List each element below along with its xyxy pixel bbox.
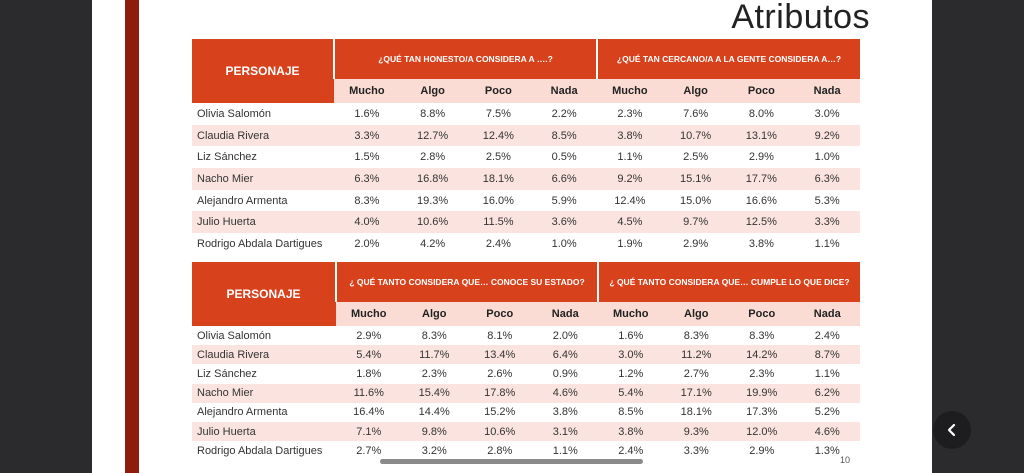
subheader-cell: Poco [729, 79, 795, 103]
percentage-cell: 17.7% [729, 168, 795, 190]
percentage-cell: 0.5% [551, 151, 577, 164]
percentage-cell: 2.4% [618, 444, 644, 457]
table-row [192, 403, 860, 422]
subheader-cell: Mucho [336, 302, 402, 326]
percentage-cell: 7.1% [336, 422, 402, 441]
percentage-cell: 5.2% [814, 406, 840, 419]
percentage-cell: 2.9% [683, 237, 709, 250]
percentage-cell: 3.2% [421, 444, 447, 457]
percentage-cell: 9.3% [664, 422, 730, 441]
percentage-cell: 4.6% [795, 422, 861, 441]
percentage-cell: 2.3% [421, 367, 447, 380]
subheader-cell: Algo [402, 302, 468, 326]
percentage-cell: 8.3% [421, 329, 447, 342]
table-row [192, 345, 860, 364]
percentage-cell: 3.3% [334, 125, 400, 147]
percentage-cell: 2.3% [617, 107, 643, 120]
percentage-cell: 6.3% [794, 168, 860, 190]
percentage-cell: 11.7% [402, 345, 468, 364]
percentage-cell: 1.1% [814, 367, 840, 380]
percentage-cell: 1.5% [354, 151, 380, 164]
percentage-cell: 1.1% [552, 444, 578, 457]
back-button[interactable] [933, 411, 971, 449]
percentage-cell: 3.8% [597, 125, 663, 147]
percentage-cell: 1.2% [618, 367, 644, 380]
percentage-cell: 3.3% [794, 211, 860, 233]
percentage-cell: 3.0% [814, 107, 840, 120]
personaje-name: Rodrigo Abdala Dartigues [197, 237, 323, 250]
group-header-honesty: ¿QUÉ TAN HONESTO/A CONSIDERA A ….? [334, 39, 597, 79]
table-row [192, 441, 860, 460]
percentage-cell: 1.6% [354, 107, 380, 120]
percentage-cell: 3.1% [533, 422, 599, 441]
page-number: 10 [839, 455, 850, 465]
group-header-knowledge: ¿ QUÉ TANTO CONSIDERA QUE… CONOCE SU ESTADO? [336, 262, 598, 302]
personaje-name: Claudia Rivera [192, 125, 334, 147]
subheader-cell: Algo [400, 79, 466, 103]
percentage-cell: 2.5% [683, 151, 709, 164]
personaje-name: Liz Sánchez [197, 367, 257, 380]
horizontal-scrollbar[interactable] [380, 459, 643, 464]
percentage-cell: 13.1% [729, 125, 795, 147]
table-row [192, 384, 860, 403]
percentage-cell: 7.5% [485, 107, 511, 120]
percentage-cell: 8.3% [354, 194, 380, 207]
percentage-cell: 8.3% [749, 329, 775, 342]
percentage-cell: 16.0% [482, 194, 514, 207]
percentage-cell: 1.1% [617, 151, 643, 164]
percentage-cell: 9.2% [597, 168, 663, 190]
percentage-cell: 2.3% [749, 367, 775, 380]
percentage-cell: 2.9% [356, 329, 382, 342]
col-personaje-header: PERSONAJE [192, 39, 334, 103]
subheader-cell: Poco [467, 302, 533, 326]
percentage-cell: 4.0% [334, 211, 400, 233]
table-row [192, 233, 860, 255]
percentage-cell: 0.9% [552, 367, 578, 380]
percentage-cell: 3.3% [683, 444, 709, 457]
percentage-cell: 1.6% [618, 329, 644, 342]
percentage-cell: 8.3% [683, 329, 709, 342]
percentage-cell: 2.9% [749, 444, 775, 457]
percentage-cell: 19.9% [729, 384, 795, 403]
percentage-cell: 1.0% [814, 151, 840, 164]
accent-bar [125, 0, 139, 473]
personaje-name: Alejandro Armenta [197, 194, 288, 207]
table-row [192, 146, 860, 168]
percentage-cell: 7.6% [683, 107, 709, 120]
percentage-cell: 9.7% [663, 211, 729, 233]
percentage-cell: 16.4% [353, 406, 385, 419]
personaje-name: Claudia Rivera [192, 345, 336, 364]
personaje-name: Olivia Salomón [197, 329, 271, 342]
chevron-left-icon [945, 423, 959, 437]
percentage-cell: 3.8% [598, 422, 664, 441]
percentage-cell: 8.5% [531, 125, 597, 147]
percentage-cell: 17.1% [664, 384, 730, 403]
percentage-cell: 17.3% [746, 406, 778, 419]
subheader-cell: Mucho [598, 302, 664, 326]
personaje-name: Julio Huerta [192, 211, 334, 233]
percentage-cell: 3.8% [748, 237, 774, 250]
percentage-cell: 1.1% [814, 237, 840, 250]
percentage-cell: 2.7% [356, 444, 382, 457]
percentage-cell: 19.3% [417, 194, 449, 207]
percentage-cell: 3.6% [531, 211, 597, 233]
percentage-cell: 2.4% [485, 237, 511, 250]
percentage-cell: 6.4% [533, 345, 599, 364]
percentage-cell: 14.4% [418, 406, 450, 419]
percentage-cell: 2.2% [551, 107, 577, 120]
personaje-name: Alejandro Armenta [197, 406, 288, 419]
percentage-cell: 3.8% [552, 406, 578, 419]
personaje-name: Rodrigo Abdala Dartigues [197, 444, 323, 457]
percentage-cell: 9.2% [794, 125, 860, 147]
subheader-cell: Nada [531, 79, 597, 103]
percentage-cell: 4.6% [533, 384, 599, 403]
percentage-cell: 5.9% [551, 194, 577, 207]
percentage-cell: 2.9% [748, 151, 774, 164]
percentage-cell: 5.3% [814, 194, 840, 207]
percentage-cell: 11.2% [664, 345, 730, 364]
percentage-cell: 4.5% [597, 211, 663, 233]
subheader-cell: Nada [795, 302, 861, 326]
percentage-cell: 16.6% [745, 194, 777, 207]
personaje-name: Liz Sánchez [197, 151, 257, 164]
percentage-cell: 11.6% [336, 384, 402, 403]
subheader-cell: Nada [794, 79, 860, 103]
table-row [192, 364, 860, 383]
subheader-cell: Mucho [597, 79, 663, 103]
percentage-cell: 2.8% [487, 444, 513, 457]
percentage-cell: 1.3% [814, 444, 840, 457]
percentage-cell: 2.5% [485, 151, 511, 164]
percentage-cell: 8.8% [420, 107, 446, 120]
percentage-cell: 16.8% [400, 168, 466, 190]
table-row [192, 326, 860, 345]
percentage-cell: 6.6% [531, 168, 597, 190]
percentage-cell: 10.6% [467, 422, 533, 441]
percentage-cell: 13.4% [467, 345, 533, 364]
percentage-cell: 2.4% [814, 329, 840, 342]
personaje-name: Julio Huerta [192, 422, 336, 441]
percentage-cell: 8.1% [487, 329, 513, 342]
col-personaje-header: PERSONAJE [192, 262, 336, 326]
subheader-cell: Algo [663, 79, 729, 103]
percentage-cell: 11.5% [466, 211, 532, 233]
percentage-cell: 3.0% [598, 345, 664, 364]
percentage-cell: 2.0% [354, 237, 380, 250]
percentage-cell: 10.6% [400, 211, 466, 233]
percentage-cell: 4.2% [420, 237, 446, 250]
table-row [192, 211, 860, 233]
percentage-cell: 1.0% [551, 237, 577, 250]
table-row [192, 168, 860, 190]
subheader-cell: Mucho [334, 79, 400, 103]
knowledge-compliance-table [192, 262, 860, 460]
percentage-cell: 15.1% [663, 168, 729, 190]
percentage-cell: 10.7% [663, 125, 729, 147]
subheader-cell: Nada [533, 302, 599, 326]
percentage-cell: 12.5% [729, 211, 795, 233]
percentage-cell: 18.1% [680, 406, 712, 419]
table1-body [192, 103, 860, 255]
percentage-cell: 8.0% [748, 107, 774, 120]
percentage-cell: 14.2% [729, 345, 795, 364]
table-row [192, 422, 860, 441]
percentage-cell: 12.4% [466, 125, 532, 147]
table-row [192, 103, 860, 125]
table-row [192, 125, 860, 147]
percentage-cell: 2.6% [487, 367, 513, 380]
percentage-cell: 1.8% [356, 367, 382, 380]
percentage-cell: 18.1% [466, 168, 532, 190]
percentage-cell: 6.3% [334, 168, 400, 190]
percentage-cell: 15.0% [680, 194, 712, 207]
personaje-name: Nacho Mier [192, 384, 336, 403]
table-row [192, 190, 860, 212]
group-header-closeness: ¿QUÉ TAN CERCANO/A A LA GENTE CONSIDERA A…? [597, 39, 860, 79]
personaje-name: Nacho Mier [192, 168, 334, 190]
group-header-compliance: ¿ QUÉ TANTO CONSIDERA QUE… CUMPLE LO QUE DICE? [598, 262, 860, 302]
table2-body [192, 326, 860, 460]
percentage-cell: 5.4% [598, 384, 664, 403]
subheader-cell: Poco [729, 302, 795, 326]
percentage-cell: 15.4% [402, 384, 468, 403]
slide [92, 0, 932, 473]
percentage-cell: 2.8% [420, 151, 446, 164]
percentage-cell: 17.8% [467, 384, 533, 403]
slide-title: Atributos [731, 0, 870, 36]
percentage-cell: 2.0% [552, 329, 578, 342]
subheader-cell: Algo [664, 302, 730, 326]
percentage-cell: 12.0% [729, 422, 795, 441]
percentage-cell: 1.9% [617, 237, 643, 250]
honesty-closeness-table [192, 39, 860, 255]
percentage-cell: 8.5% [618, 406, 644, 419]
percentage-cell: 6.2% [795, 384, 861, 403]
percentage-cell: 2.7% [683, 367, 709, 380]
percentage-cell: 9.8% [402, 422, 468, 441]
percentage-cell: 12.4% [614, 194, 646, 207]
percentage-cell: 12.7% [400, 125, 466, 147]
subheader-cell: Poco [466, 79, 532, 103]
percentage-cell: 5.4% [336, 345, 402, 364]
personaje-name: Olivia Salomón [197, 107, 271, 120]
percentage-cell: 8.7% [795, 345, 861, 364]
percentage-cell: 15.2% [484, 406, 516, 419]
